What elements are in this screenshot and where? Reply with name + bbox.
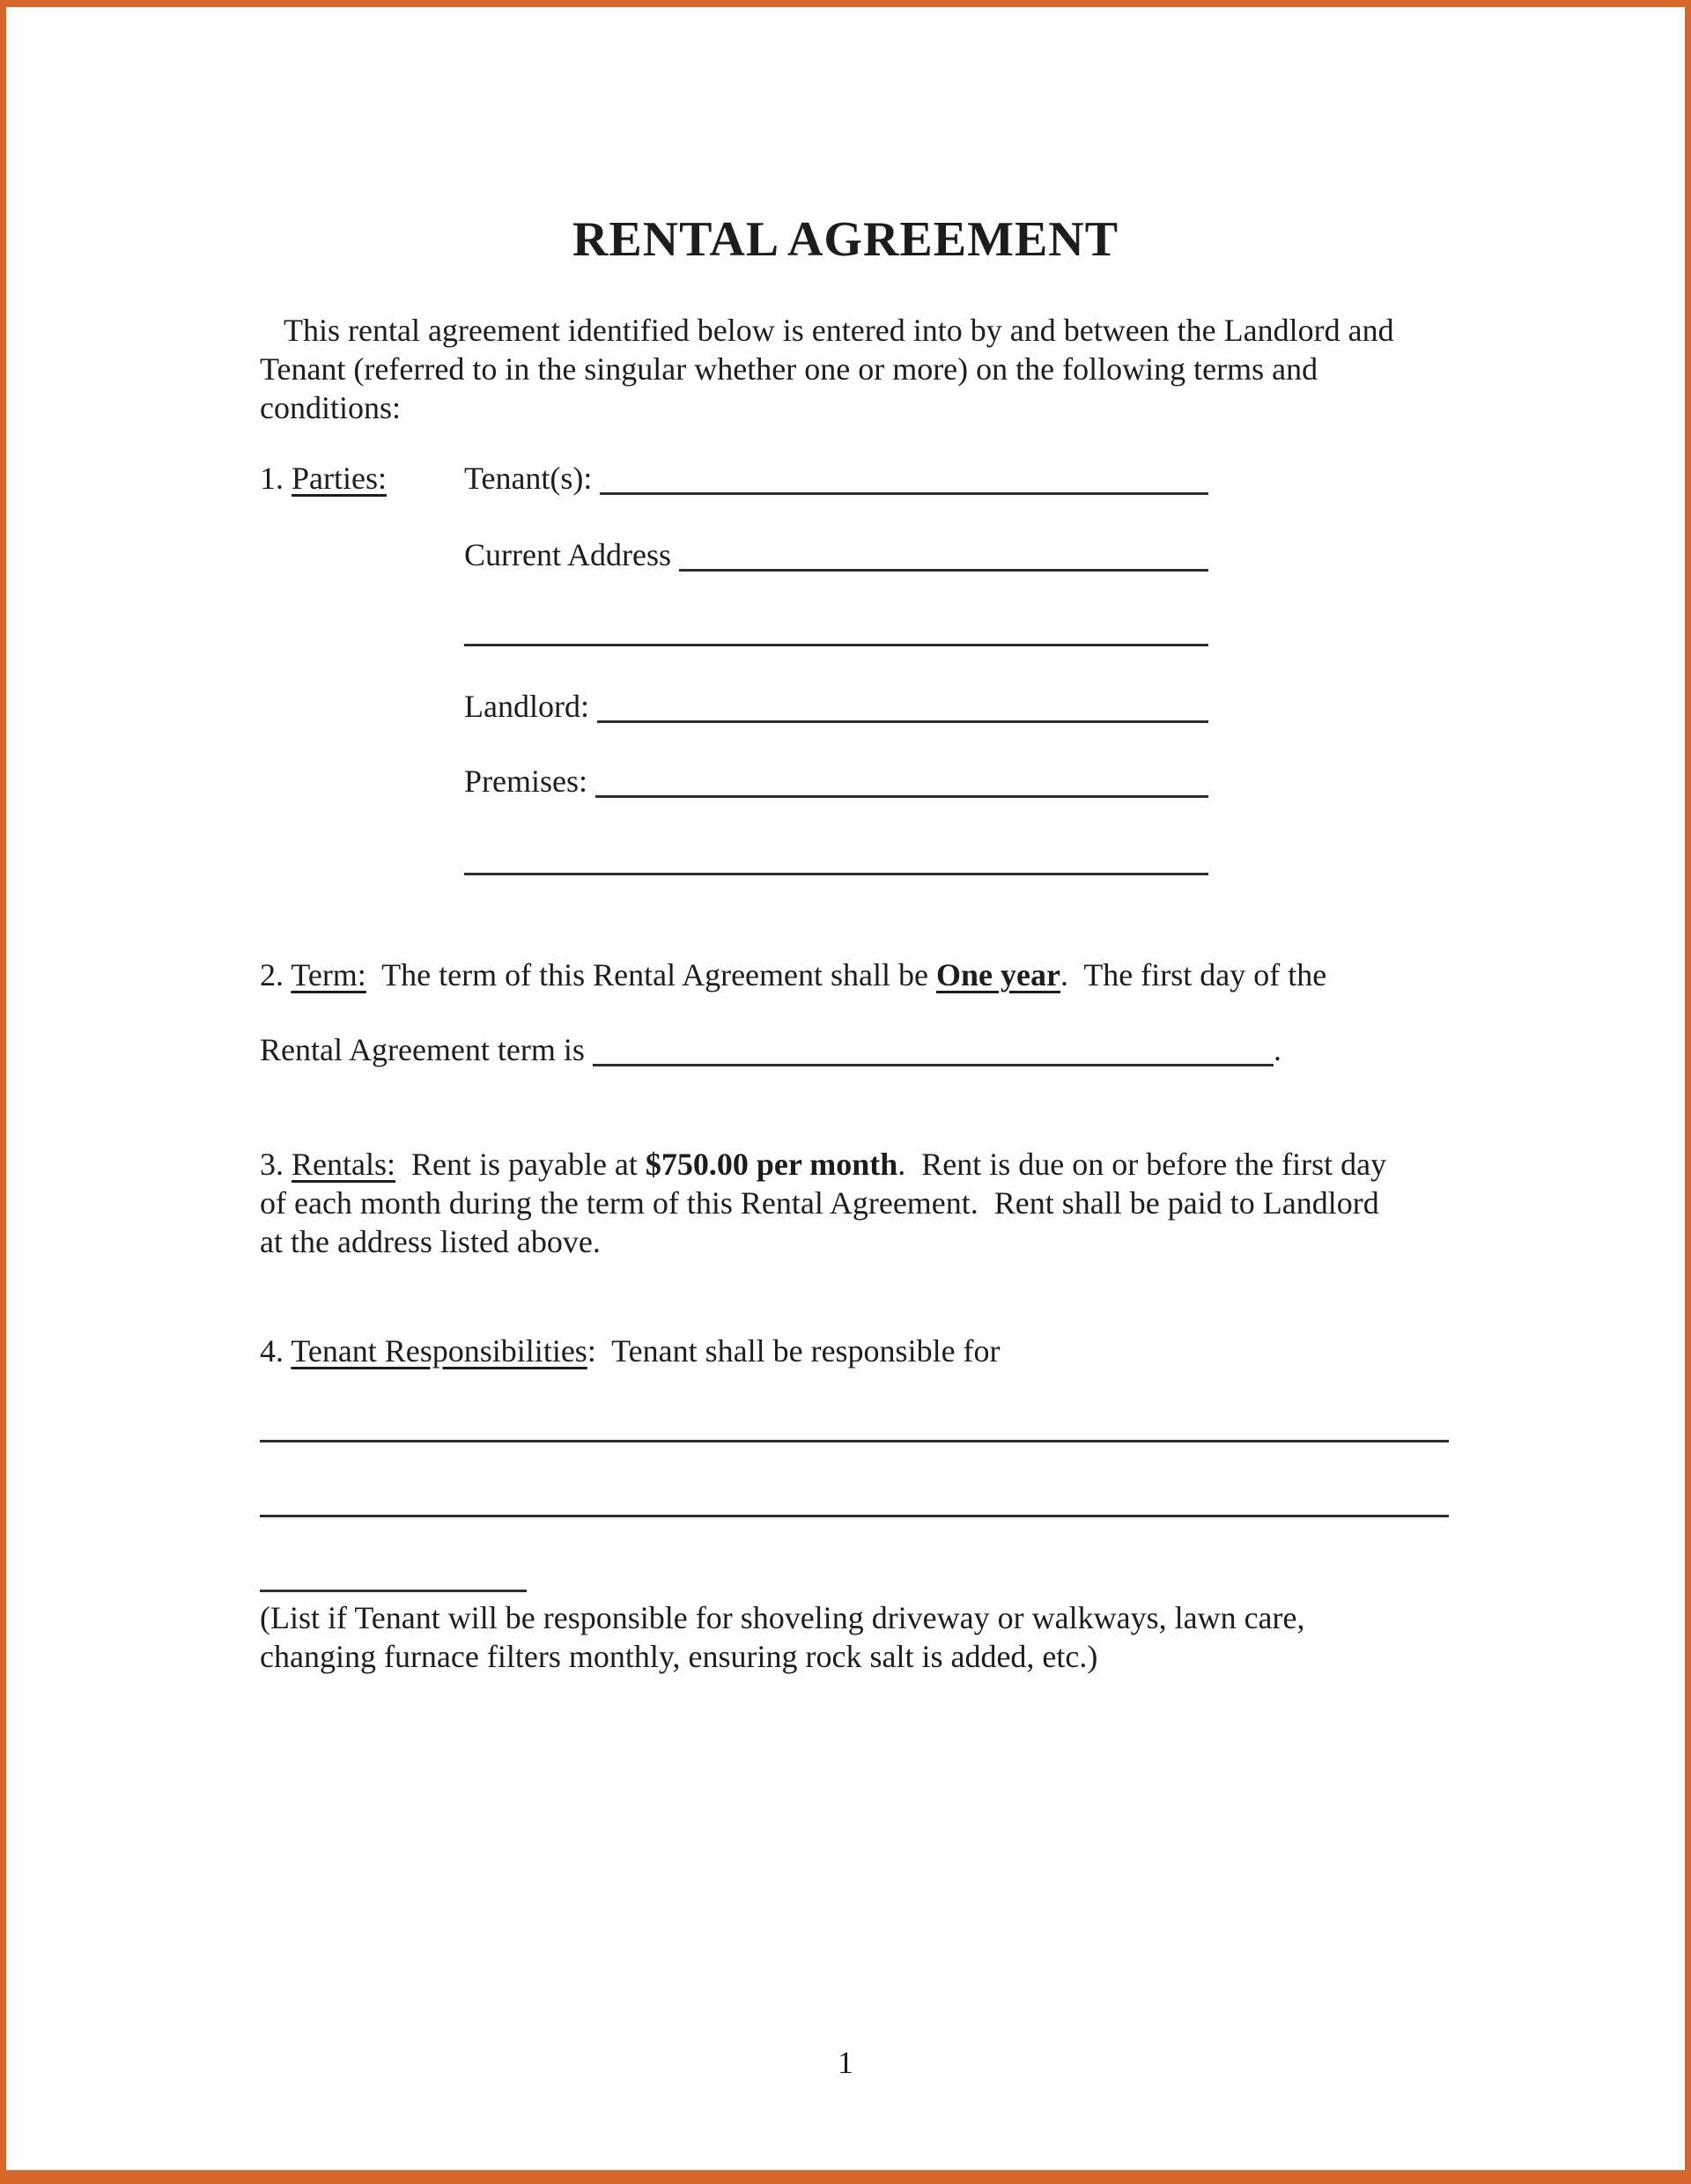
address-continuation-line [464,644,1208,646]
responsibilities-text: Tenant shall be responsible for [595,1333,1001,1369]
term-paragraph-line-1 [260,956,1326,994]
term-text-b: . The first day of the [1060,957,1327,992]
intro-line-1: This rental agreement identified below is entered into by and between the Landlord and [284,313,1394,348]
term-start-date-row [260,1029,1281,1069]
term-start-date-label: Rental Agreement term is [260,1032,593,1067]
responsibilities-blank-line-3 [260,1590,527,1592]
tenant-name-line [600,492,1208,495]
rentals-text-b: . Rent is due on or before the first day [897,1147,1387,1182]
premises-label: Premises: [464,764,595,799]
landlord-label: Landlord: [464,689,597,724]
rentals-line-3: at the address listed above. [260,1224,601,1259]
rentals-text-a: Rent is payable at [395,1147,646,1182]
premises-field-row [464,760,1208,801]
term-heading: Term: [291,957,366,992]
document-title: RENTAL AGREEMENT [572,212,1119,267]
parties-section-heading [260,459,387,498]
intro-paragraph [260,311,1493,427]
current-address-line [679,569,1208,572]
term-text-a: The term of this Rental Agreement shall be [366,957,936,992]
responsibilities-note-line-1: (List if Tenant will be responsible for shoveling driveway or walkways, lawn care, [260,1600,1305,1635]
address-continuation-row [464,609,1208,649]
responsibilities-heading-line [260,1332,1001,1370]
landlord-field-row [464,685,1208,726]
rentals-number: 3. [260,1147,292,1182]
tenant-field-row [464,457,1208,498]
responsibilities-colon: : [587,1333,596,1369]
responsibilities-note [260,1598,1493,1676]
responsibilities-blank-line-2 [260,1515,1449,1517]
responsibilities-heading: Tenant Responsibilities [291,1333,587,1369]
current-address-label: Current Address [464,537,679,572]
page-content [6,7,1685,2172]
responsibilities-blank-line-1 [260,1440,1449,1442]
premises-continuation-line [464,873,1208,875]
premises-address-line [595,795,1208,798]
intro-line-3: conditions: [260,390,401,425]
parties-number: 1. [260,461,292,496]
intro-line-2: Tenant (referred to in the singular whether one or more) on the following terms and [260,351,1318,387]
page-number: 1 [838,2045,853,2080]
parties-heading: Parties: [292,461,387,496]
tenant-label: Tenant(s): [464,461,601,496]
rentals-line-2: of each month during the term of this Rental Agreement. Rent shall be paid to Landlord [260,1185,1379,1221]
rentals-paragraph [260,1145,1493,1261]
term-line-period: . [1274,1032,1281,1067]
rentals-heading: Rentals: [292,1147,395,1182]
term-start-date-line [593,1064,1274,1066]
responsibilities-note-line-2: changing furnace filters monthly, ensuring rock salt is added, etc.) [260,1639,1098,1674]
responsibilities-number: 4. [260,1333,292,1369]
current-address-field-row [464,534,1208,574]
term-number: 2. [260,957,292,992]
landlord-name-line [597,720,1208,723]
premises-continuation-row [464,837,1208,878]
term-value: One year [936,957,1060,992]
rent-amount: $750.00 per month [645,1147,898,1182]
rentals-line-1 [260,1145,1493,1184]
